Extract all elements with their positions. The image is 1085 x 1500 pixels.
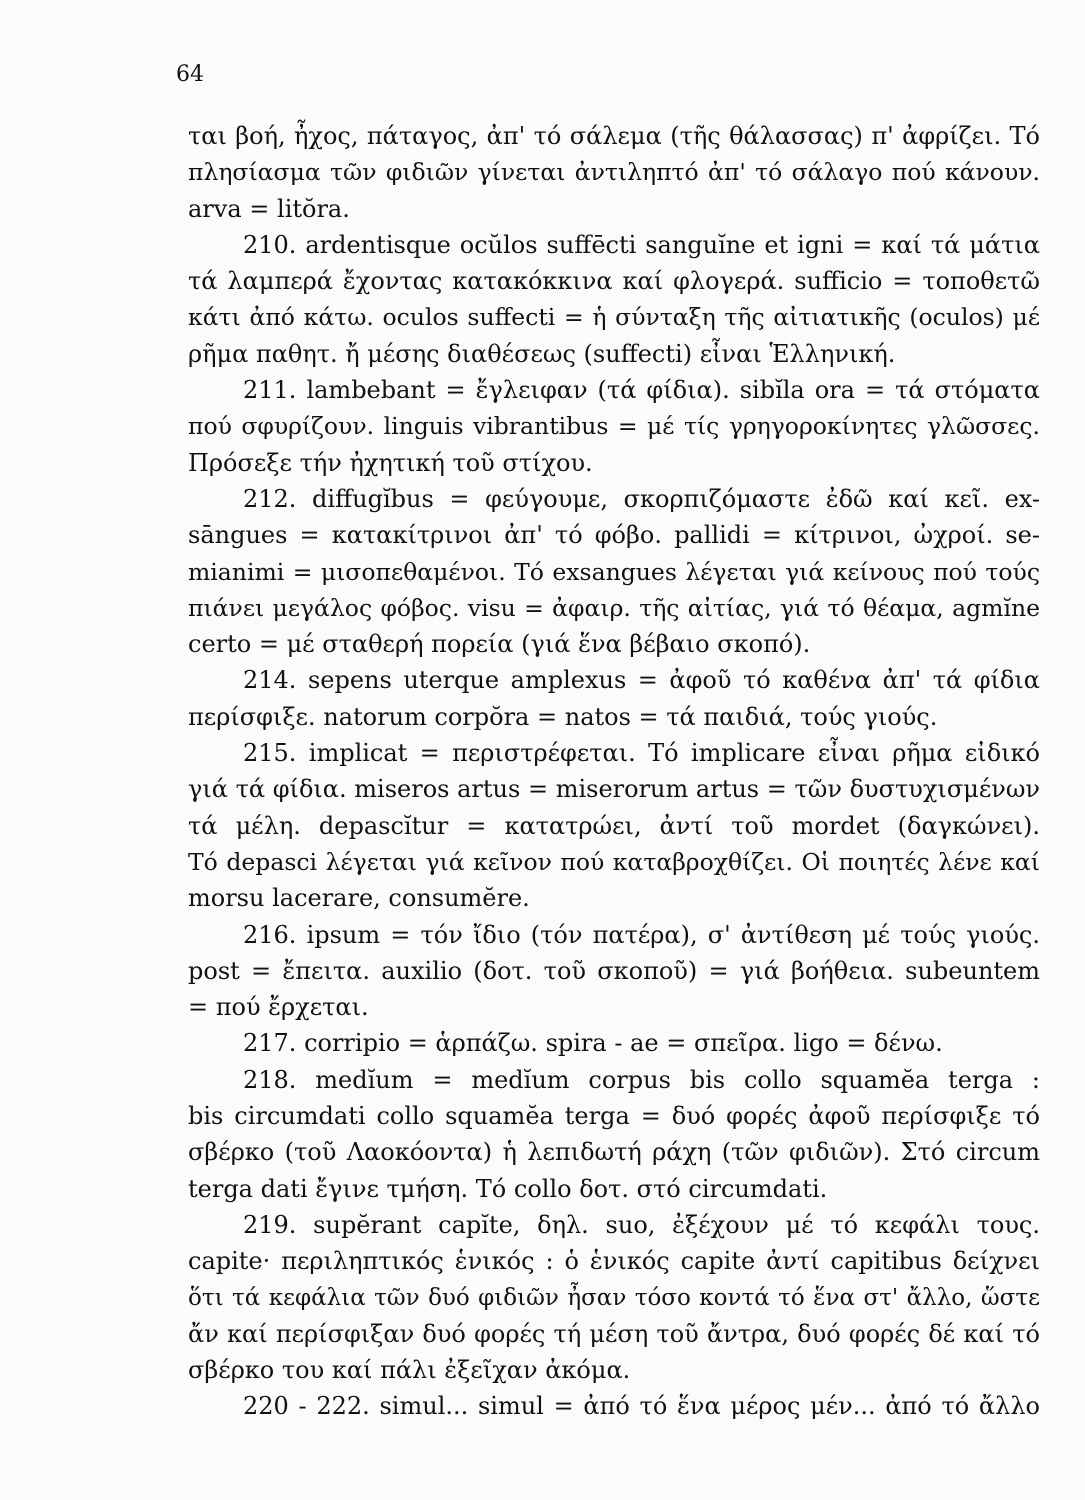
text-line: σβέρκο (τοῦ Λαοκόοντα) ἡ λεπιδωτή ράχη (τῶν φιδιῶν). Στό circum — [188, 1138, 1040, 1167]
text-line: τά λαμπερά ἔχοντας κατακόκκινα καί φλογερά. sufficio = τοποθετῶ — [188, 267, 1040, 296]
text-line: morsu lacerare, consumĕre. — [188, 884, 530, 913]
text-line: = πού ἔρχεται. — [188, 993, 369, 1022]
text-line: ὅτι τά κεφάλια τῶν δυό φιδιῶν ἦσαν τόσο κοντά τό ἕνα στ' ἄλλο, ὥστε — [188, 1284, 1040, 1311]
text-line: πιάνει μεγάλος φόβος. visu = ἀφαιρ. τῆς αἰτίας, γιά τό θέαμα, agmĭne — [188, 593, 1040, 622]
text-line: Τό depasci λέγεται γιά κεῖνον πού καταβροχθίζει. Οἱ ποιητές λένε καί — [188, 847, 1040, 876]
text-line: 212. diffugĭbus = φεύγουμε, σκορπιζόμαστε ἐδῶ καί κεῖ. ex- — [243, 484, 1040, 513]
text-line: 215. implicat = περιστρέφεται. Τό implicare εἶναι ρῆμα εἰδικό — [243, 739, 1040, 768]
text-line: arva = litŏra. — [188, 194, 350, 223]
text-line: ἄν καί περίσφιξαν δυό φορές τή μέση τοῦ ἄντρα, δυό φορές δέ καί τό — [188, 1319, 1040, 1348]
text-line: πού σφυρίζουν. linguis vibrantibus = μέ τίς γρηγοροκίνητες γλῶσσες. — [188, 412, 1040, 441]
text-line: πλησίασμα τῶν φιδιῶν γίνεται ἀντιληπτό ἀπ' τό σάλαγο πού κάνουν. — [188, 158, 1040, 187]
text-line: 217. corripio = ἁρπάζω. spira - ae = σπεῖρα. ligo = δένω. — [243, 1029, 943, 1058]
text-line: 216. ipsum = τόν ἴδιο (τόν πατέρα), σ' ἀντίθεση μέ τούς γιούς. — [243, 920, 1040, 949]
text-line: mianimi = μισοπεθαμένοι. Τό exsangues λέγεται γιά κείνους πού τούς — [188, 557, 1040, 586]
text-line: bis circumdati collo squamĕa terga = δυό φορές ἀφοῦ περίσφιξε τό — [188, 1102, 1040, 1131]
text-line: τά μέλη. depascĭtur = κατατρώει, ἀντί τοῦ mordet (δαγκώνει). — [188, 811, 1040, 840]
text-line: γιά τά φίδια. miseros artus = miserorum artus = τῶν δυστυχισμένων — [188, 775, 1040, 804]
commentary-text — [188, 118, 1040, 1425]
page-number: 64 — [176, 62, 204, 87]
text-line: ρῆμα παθητ. ἤ μέσης διαθέσεως (suffecti) εἶναι Ἑλληνική. — [188, 339, 896, 368]
text-line: 211. lambebant = ἔγλειφαν (τά φίδια). sibĭla ora = τά στόματα — [243, 376, 1040, 405]
text-line: 210. ardentisque ocŭlos suffēcti sanguĭne et igni = καί τά μάτια — [243, 230, 1040, 259]
text-line: περίσφιξε. natorum corpŏra = natos = τά παιδιά, τούς γιούς. — [188, 702, 938, 731]
text-line: post = ἔπειτα. auxilio (δοτ. τοῦ σκοποῦ) = γιά βοήθεια. subeuntem — [188, 956, 1040, 985]
text-line: sāngues = κατακίτρινοι ἀπ' τό φόβο. pallidi = κίτρινοι, ὠχροί. se- — [188, 521, 1040, 550]
text-line: ται βοή, ἦχος, πάταγος, ἀπ' τό σάλεμα (τῆς θάλασσας) π' ἀφρίζει. Τό — [188, 122, 1040, 150]
text-line: Πρόσεξε τήν ἠχητική τοῦ στίχου. — [188, 448, 593, 477]
text-line: terga dati ἔγινε τμήση. Τό collo δοτ. στό circumdati. — [188, 1174, 828, 1203]
text-line: 219. supĕrant capĭte, δηλ. suo, ἐξέχουν μέ τό κεφάλι τους. — [243, 1210, 1040, 1239]
text-line: 220 - 222. simul... simul = ἀπό τό ἕνα μέρος μέν... ἀπό τό ἄλλο — [243, 1392, 1040, 1421]
text-line: σβέρκο του καί πάλι ἐξεῖχαν ἀκόμα. — [188, 1356, 631, 1385]
text-line: 218. medĭum = medĭum corpus bis collo squamĕa terga : — [243, 1065, 1040, 1094]
text-line: 214. sepens uterque amplexus = ἀφοῦ τό καθένα ἀπ' τά φίδια — [243, 666, 1040, 695]
text-line: certo = μέ σταθερή πορεία (γιά ἕνα βέβαιο σκοπό). — [188, 630, 811, 659]
text-line: κάτι ἀπό κάτω. oculos suffecti = ἡ σύνταξη τῆς αἰτιατικῆς (oculos) μέ — [188, 303, 1040, 332]
text-line: capite· περιληπτικός ἑνικός : ὁ ἑνικός capite ἀντί capitibus δείχνει — [188, 1247, 1040, 1276]
